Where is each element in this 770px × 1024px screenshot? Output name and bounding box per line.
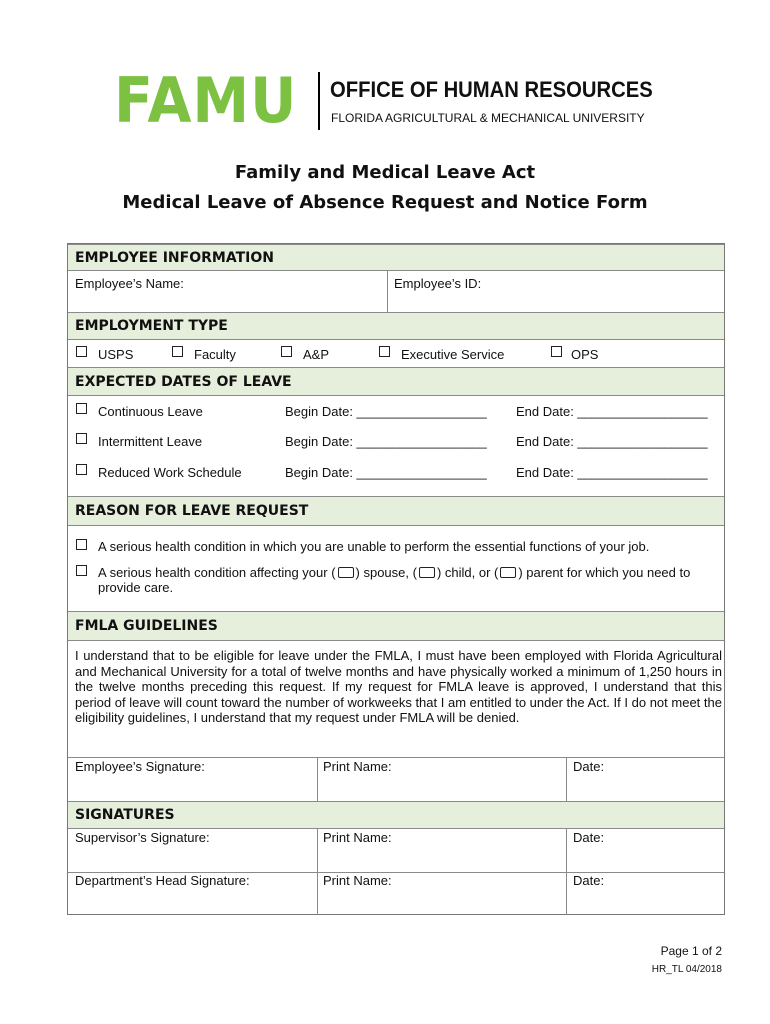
ops-checkbox[interactable] bbox=[551, 346, 562, 357]
employee-print-name-field[interactable]: Print Name: bbox=[323, 759, 392, 774]
section-fmla bbox=[68, 611, 724, 641]
dept-head-signature-field[interactable]: Department’s Head Signature: bbox=[75, 873, 250, 888]
faculty-label: Faculty bbox=[194, 347, 236, 362]
continuous-leave-checkbox[interactable] bbox=[76, 403, 87, 414]
section-heading: EMPLOYMENT TYPE bbox=[75, 318, 228, 334]
executive-service-label: Executive Service bbox=[401, 347, 505, 362]
section-heading: REASON FOR LEAVE REQUEST bbox=[75, 503, 309, 519]
supervisor-signature-field[interactable]: Supervisor’s Signature: bbox=[75, 830, 210, 845]
section-heading: FMLA GUIDELINES bbox=[75, 618, 218, 634]
form-title: Family and Medical Leave Act bbox=[234, 162, 536, 183]
ap-checkbox[interactable] bbox=[281, 346, 292, 357]
section-expected-dates bbox=[68, 367, 724, 396]
usps-checkbox[interactable] bbox=[76, 346, 87, 357]
university-name: FLORIDA AGRICULTURAL & MECHANICAL UNIVERSITY bbox=[331, 111, 645, 125]
family-condition-label-cont: provide care. bbox=[98, 580, 174, 595]
continuous-leave-label: Continuous Leave bbox=[98, 404, 203, 419]
form-subtitle: Medical Leave of Absence Request and Notice Form bbox=[122, 192, 648, 213]
section-employee-info bbox=[68, 244, 724, 271]
header-divider bbox=[318, 72, 320, 130]
employee-date-field[interactable]: Date: bbox=[573, 759, 605, 774]
reduced-schedule-checkbox[interactable] bbox=[76, 464, 87, 475]
intermittent-end-date[interactable]: End Date: __________________ bbox=[516, 434, 708, 449]
field-divider bbox=[387, 271, 388, 312]
fmla-guidelines-text: I understand that to be eligible for leave under the FMLA, I must have been employed with Florida Agricultural and Mechanical University for a total of twelve months and have physically worked a minimum of 1,250 hours in the twelve months preceding this request. If my request for FMLA leave is approved, I understand that this period of leave will count toward the number of workweeks that I am entitled to under the Act. If I do not meet the eligibility guidelines, I understand that my request under FMLA will be denied. bbox=[75, 648, 722, 725]
spouse-checkbox[interactable] bbox=[338, 567, 354, 578]
continuous-begin-date[interactable]: Begin Date: __________________ bbox=[285, 404, 487, 419]
form-code: HR_TL 04/2018 bbox=[651, 964, 722, 975]
faculty-checkbox[interactable] bbox=[172, 346, 183, 357]
page-number: Page 1 of 2 bbox=[660, 944, 722, 958]
ops-label: OPS bbox=[571, 347, 599, 362]
employee-signature-field[interactable]: Employee’s Signature: bbox=[75, 759, 205, 774]
family-condition-checkbox[interactable] bbox=[76, 565, 87, 576]
usps-label: USPS bbox=[98, 347, 134, 362]
reduced-end-date[interactable]: End Date: __________________ bbox=[516, 465, 708, 480]
intermittent-leave-checkbox[interactable] bbox=[76, 433, 87, 444]
office-title: OFFICE OF HUMAN RESOURCES bbox=[330, 77, 653, 102]
section-heading: SIGNATURES bbox=[75, 807, 175, 823]
child-checkbox[interactable] bbox=[419, 567, 435, 578]
section-heading: EMPLOYEE INFORMATION bbox=[75, 249, 274, 266]
section-reason bbox=[68, 496, 724, 526]
employee-id-field[interactable]: Employee’s ID: bbox=[394, 276, 482, 291]
reduced-schedule-label: Reduced Work Schedule bbox=[98, 465, 242, 480]
intermittent-begin-date[interactable]: Begin Date: __________________ bbox=[285, 434, 487, 449]
executive-service-checkbox[interactable] bbox=[379, 346, 390, 357]
intermittent-leave-label: Intermittent Leave bbox=[98, 434, 203, 449]
supervisor-date-field[interactable]: Date: bbox=[573, 830, 605, 845]
dept-head-print-name-field[interactable]: Print Name: bbox=[323, 873, 392, 888]
row-divider bbox=[68, 757, 724, 758]
section-signatures bbox=[68, 801, 724, 829]
ap-label: A&P bbox=[303, 347, 330, 362]
own-condition-checkbox[interactable] bbox=[76, 539, 87, 550]
family-condition-label: A serious health condition affecting your ( ) spouse, ( ) child, or ( ) parent for which you need to bbox=[98, 565, 691, 580]
col-divider bbox=[566, 757, 567, 801]
continuous-end-date[interactable]: End Date: __________________ bbox=[516, 404, 708, 419]
reduced-begin-date[interactable]: Begin Date: __________________ bbox=[285, 465, 487, 480]
section-employment-type bbox=[68, 312, 724, 340]
col-divider bbox=[317, 757, 318, 801]
own-condition-label: A serious health condition in which you are unable to perform the essential functions of your job. bbox=[98, 539, 650, 554]
parent-checkbox[interactable] bbox=[500, 567, 516, 578]
supervisor-print-name-field[interactable]: Print Name: bbox=[323, 830, 392, 845]
section-heading: EXPECTED DATES OF LEAVE bbox=[75, 373, 292, 390]
famu-logo: FAMU bbox=[114, 64, 298, 137]
employee-name-field[interactable]: Employee’s Name: bbox=[75, 276, 184, 291]
dept-head-date-field[interactable]: Date: bbox=[573, 873, 605, 888]
